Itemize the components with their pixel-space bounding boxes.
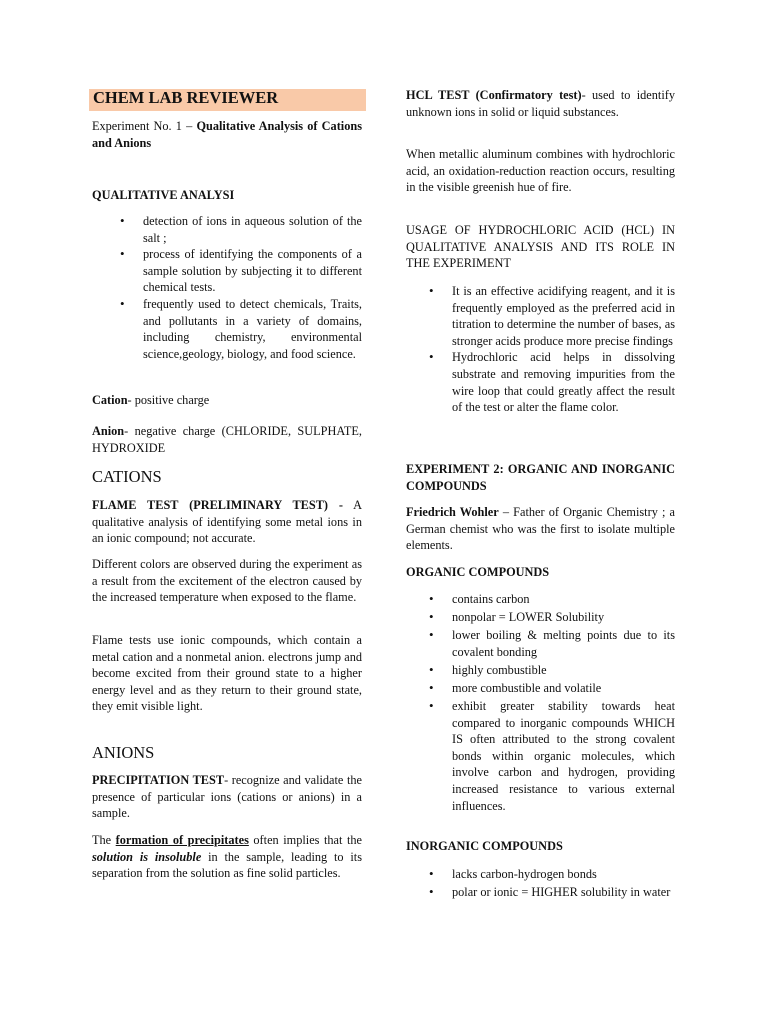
usage-bullets: [452, 283, 675, 416]
inorganic-bullets: [452, 866, 675, 901]
list-item: • more combustible and volatile: [452, 680, 675, 697]
list-item: • highly combustible: [452, 662, 675, 679]
qa-heading: QUALITATIVE ANALYSI: [92, 188, 235, 202]
wohler-def: Friedrich Wohler – Father of Organic Chemistry ; a German chemist who was the first to isolate multiple elements.: [406, 505, 675, 553]
formation-paragraph: The formation of precipitates often implies that the solution is insoluble in the sample, leading to its separation from the solution as fine solid particles.: [92, 833, 362, 881]
list-item: • lower boiling & melting points due to its covalent bonding: [452, 627, 675, 660]
list-item: • process of identifying the components of a sample solution by subjecting it to different chemical tests.: [143, 246, 362, 296]
anions-heading: ANIONS: [92, 743, 155, 762]
inorganic-heading: INORGANIC COMPOUNDS: [406, 839, 563, 853]
hcl-test-p2: When metallic aluminum combines with hydrochloric acid, an oxidation-reduction reaction occurs, resulting in the visible greenish hue of fire.: [406, 147, 675, 195]
organic-bullets: [452, 591, 675, 814]
list-item: • Hydrochloric acid helps in dissolving substrate and removing impurities from the wire loop that could greatly affect the result of the test or alter the flame color.: [452, 349, 675, 415]
cations-heading: CATIONS: [92, 467, 162, 486]
experiment-line: Experiment No. 1 – Qualitative Analysis of Cations and Anions: [92, 119, 362, 150]
page-title: CHEM LAB REVIEWER: [93, 88, 279, 107]
list-item: • It is an effective acidifying reagent, and it is frequently employed as the preferred acid in titration to determine the number of bases, as stronger acids produce more precise findings: [452, 283, 675, 349]
flame-test-def: FLAME TEST (PRELIMINARY TEST) - A qualitative analysis of identifying some metal ions in an ionic compound; not accurate.: [92, 498, 362, 546]
organic-heading: ORGANIC COMPOUNDS: [406, 565, 550, 579]
flame-test-p3: Flame tests use ionic compounds, which contain a metal cation and a nonmetal anion. electrons jump and become excited from their ground state to a higher energy level and as they return to their ground state, they emit visible light.: [92, 633, 362, 714]
usage-heading: USAGE OF HYDROCHLORIC ACID (HCL) IN QUALITATIVE ANALYSIS AND ITS ROLE IN THE EXPERIMENT: [406, 223, 675, 271]
list-item: • frequently used to detect chemicals, Traits, and pollutants in a variety of domains, including chemistry, environmental science,geology, biology, and food science.: [143, 296, 362, 362]
list-item: • contains carbon: [452, 591, 675, 608]
list-item: • lacks carbon-hydrogen bonds: [452, 866, 675, 883]
list-item: • exhibit greater stability towards heat compared to inorganic compounds WHICH IS often attributed to the strong covalent bonds within organic molecules, which involve carbon and hydrogen, providing increased resistance to various external influences.: [452, 698, 675, 814]
experiment-2-heading: EXPERIMENT 2: ORGANIC AND INORGANIC COMPOUNDS: [406, 462, 675, 493]
list-item: • nonpolar = LOWER Solubility: [452, 609, 675, 626]
list-item: • polar or ionic = HIGHER solubility in water: [452, 884, 675, 901]
qa-bullets: [143, 213, 362, 362]
precipitation-def: PRECIPITATION TEST- recognize and validate the presence of particular ions (cations or anions) in a sample.: [92, 773, 362, 821]
flame-test-p2: Different colors are observed during the experiment as a result from the excitement of the electron caused by the increased temperature when exposed to the flame.: [92, 557, 362, 605]
list-item: • detection of ions in aqueous solution of the salt ;: [143, 213, 362, 246]
cation-def: Cation- positive charge: [92, 393, 210, 407]
experiment-title: Qualitative Analysis of Cations and Anions: [92, 119, 362, 150]
hcl-test-def: HCL TEST (Confirmatory test)- used to identify unknown ions in solid or liquid substances.: [406, 88, 675, 119]
anion-def: Anion- negative charge (CHLORIDE, SULPHATE, HYDROXIDE: [92, 424, 362, 455]
